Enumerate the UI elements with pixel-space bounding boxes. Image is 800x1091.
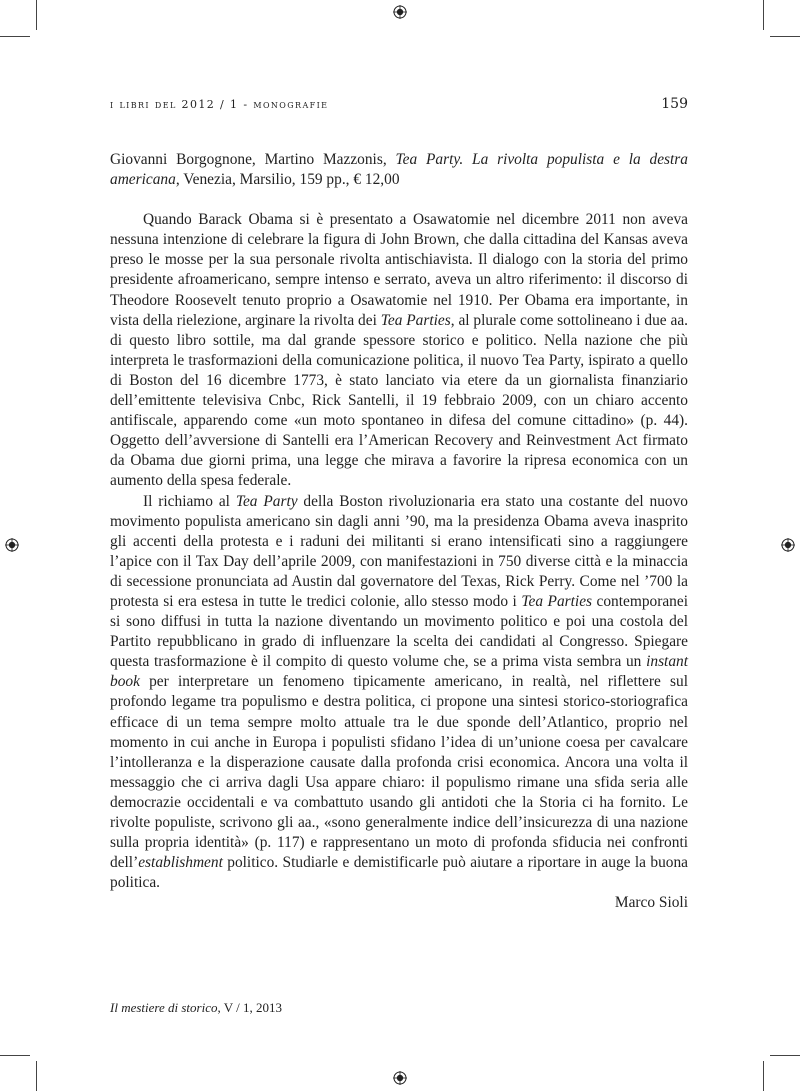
- page-number: 159: [661, 96, 688, 112]
- book-citation: [110, 150, 688, 190]
- crop-mark-bottom-right-h: [770, 1055, 800, 1056]
- text-run: Quando Barack Obama si è presentato a Osawatomie nel dicembre 2011 non aveva nessuna intenzione di celebrare la figura di John Brown, che dalla cittadina del Kansas aveva preso le mosse per la sua personale rivolta antischiavista. Il dialogo con la storia del primo presidente afroamericano, sempre intenso e serrato, aveva un altro riferimento: il discorso di Theodore Roosevelt tenuto proprio a Osawatomie nel 1910. Per Obama era importante, in vista della rielezione, arginare la rivolta dei: [110, 211, 688, 329]
- registration-mark-icon: [781, 538, 795, 552]
- italic-text-run: Tea Party: [235, 492, 298, 510]
- text-run: politico. Studiarle e demistificarle può aiutare a riportare in auge la buona politica.: [110, 854, 688, 892]
- journal-name: Il mestiere di storico: [110, 1000, 218, 1015]
- journal-issue: , V / 1, 2013: [217, 1000, 283, 1015]
- crop-mark-top-right-h: [770, 36, 800, 37]
- text-run: della Boston rivoluzionaria era stato una costante del nuovo movimento populista americano sin dagli anni ’90, ma la presidenza Obama aveva inasprito gli accenti della protesta e i raduni dei militanti si erano intensificati sino a raggiungere l’apice con il Tax Day dell’aprile 2009, con manifestazioni in 750 diverse città e la minaccia di secessione pronunciata ad Austin dal governatore del Texas, Rick Perry. Come nel ’700 la protesta si era estesa in tutte le tredici colonie, allo stesso modo i: [110, 492, 688, 610]
- review-author-signature: Marco Sioli: [614, 894, 688, 912]
- italic-text-run: Tea Parties: [380, 311, 451, 329]
- registration-mark-icon: [393, 1071, 407, 1085]
- paragraph-2: [110, 492, 688, 894]
- text-run: , al plurale come sottolineano i due aa. di questo libro sottile, ma dal grande spessore storico e politico. Nella nazione che più interpreta le trasformazioni della comunicazione politica, il nuovo Tea Party, ispirato a quello di Boston del 16 dicembre 1773, è stato lanciato via etere da un giornalista finanziario dell’emittente televisiva Cnbc, Rick Santelli, il 19 febbraio 2009, con un chiaro accento antifiscale, apparendo come «un moto spontaneo in difesa del comune cittadino» (p. 44). Oggetto dell’avversione di Santelli era l’American Recovery and Reinvestment Act firmato da Obama due giorni prima, una legge che mirava a favorire la ripresa economica con un aumento della spesa federale.: [110, 311, 689, 490]
- italic-text-run: instant book: [110, 653, 688, 691]
- crop-mark-top-left-v: [36, 0, 37, 30]
- italic-text-run: establishment: [138, 854, 223, 872]
- citation-title: Tea Party. La rivolta populista e la destra americana: [110, 151, 688, 189]
- text-run: per interpretare un fenomeno tipicamente americano, in realtà, nel riflettere sul profondo legame tra populismo e destra politica, ci propone una sintesi storico-storiografica efficace di un tema sempre molto attuale tra le due sponde dell’Atlantico, proprio nel momento in cui anche in Europa i populisti sfidano l’idea di un’unione coesa per cavalcare l’intolleranza e la disperazione causate dalla profonda crisi economica. Ancora una volta il messaggio che ci arriva dagli Usa appare chiaro: il populismo rimane una sfida seria alle democrazie occidentali e va combattuto usando gli antidoti che la Storia ci ha fornito. Le rivolte populiste, scrivono gli aa., «sono generalmente indice dell’insicurezza di una nazione sulla propria identità» (p. 117) e rappresentano un moto di profonda sfiducia nei confronti dell’: [110, 673, 688, 872]
- crop-mark-top-right-v: [763, 0, 764, 30]
- crop-mark-bottom-left-h: [0, 1055, 30, 1056]
- crop-mark-bottom-right-v: [763, 1061, 764, 1091]
- crop-mark-top-left-h: [0, 36, 30, 37]
- running-head: i libri del 2012 / 1 - monografie: [110, 98, 329, 111]
- registration-mark-icon: [5, 538, 19, 552]
- review-body: [110, 150, 688, 913]
- journal-footer: [110, 1000, 282, 1016]
- crop-mark-bottom-left-v: [36, 1061, 37, 1091]
- citation-authors: Giovanni Borgognone, Martino Mazzonis,: [110, 151, 396, 168]
- page-header: [110, 98, 688, 118]
- italic-text-run: Tea Parties: [521, 592, 593, 610]
- paragraph-1: [110, 210, 688, 491]
- text-run: Il richiamo al: [143, 492, 236, 510]
- registration-mark-icon: [393, 5, 407, 19]
- citation-publication: , Venezia, Marsilio, 159 pp., € 12,00: [175, 171, 400, 189]
- text-run: contemporanei si sono diffusi in tutta la nazione diventando un movimento politico e poi una costola del Partito repubblicano in grado di influenzare la scelta dei candidati al Congresso. Spiegare questa trasformazione è il compito di questo volume che, se a prima vista sembra un: [110, 592, 688, 671]
